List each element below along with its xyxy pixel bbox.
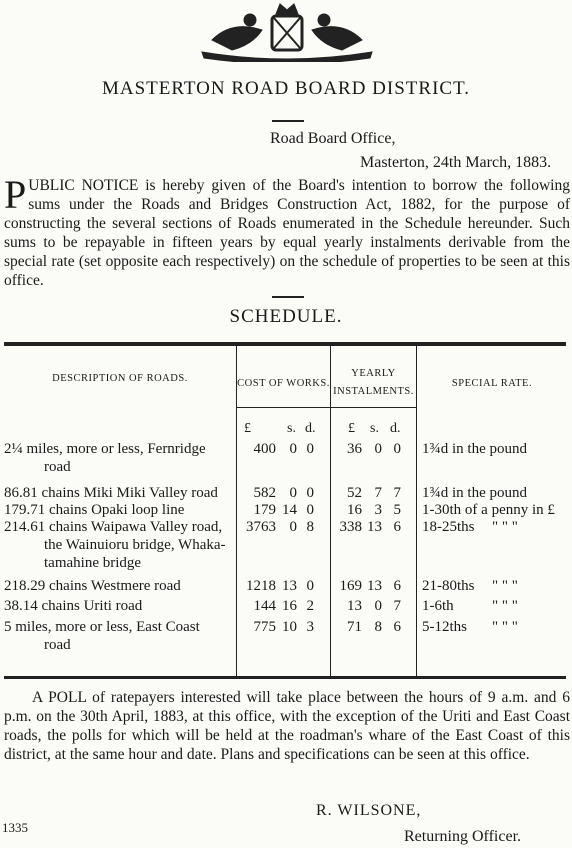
amount-cost-d: 2 — [306, 598, 314, 614]
amount-inst-s: 0 — [374, 441, 382, 457]
ditto-marks: " " " — [492, 619, 518, 635]
road-description-cont: road — [44, 459, 71, 475]
signatory-name: R. WILSONE, — [316, 802, 422, 819]
road-description: 2¼ miles, more or less, Fernridge — [4, 441, 206, 457]
amount-cost-d: 0 — [306, 578, 314, 594]
unit-pence: d. — [305, 421, 316, 436]
special-rate: 1¾d in the pound — [422, 441, 527, 457]
special-rate: 18-25ths — [422, 519, 475, 535]
unit-shillings: s. — [287, 421, 296, 436]
amount-cost-l: 775 — [253, 619, 276, 635]
road-description: 86.81 chains Miki Miki Valley road — [4, 485, 218, 501]
amount-cost-d: 0 — [306, 441, 314, 457]
header-cost: COST OF WORKS. — [237, 378, 330, 389]
amount-inst-l: 169 — [339, 578, 362, 594]
amount-inst-s: 7 — [374, 485, 382, 501]
special-rate: 1-6th — [422, 598, 454, 614]
road-description-cont: tamahine bridge — [44, 555, 142, 571]
public-notice-body — [4, 172, 570, 290]
special-rate: 1-30th of a penny in £ — [422, 502, 555, 518]
amount-inst-d: 6 — [393, 519, 401, 535]
amount-inst-d: 0 — [393, 441, 401, 457]
schedule-title: SCHEDULE. — [229, 306, 343, 327]
amount-inst-s: 13 — [367, 578, 382, 594]
ditto-marks: " " " — [492, 578, 518, 594]
table-bottom-rule — [4, 676, 566, 679]
unit-shillings: s. — [370, 421, 379, 436]
amount-cost-s: 0 — [289, 519, 297, 535]
amount-inst-s: 3 — [374, 502, 382, 518]
amount-inst-l: 71 — [347, 619, 362, 635]
amount-cost-l: 1218 — [246, 578, 276, 594]
header-description: DESCRIPTION OF ROADS. — [52, 373, 188, 384]
header-special-rate: SPECIAL RATE. — [451, 378, 533, 389]
amount-inst-l: 16 — [347, 502, 362, 518]
amount-inst-s: 8 — [374, 619, 382, 635]
amount-inst-d: 5 — [393, 502, 401, 518]
amount-cost-d: 3 — [306, 619, 314, 635]
notice-text: UBLIC NOTICE is hereby given of the Board's intention to borrow the following sums under the Roads and Bridges Construction Act, 1882, for the purpose of constructing the several sections of Roads enumerated in the Schedule hereunder. Such sums to be repayable in fifteen years by equal yearly instalments derivable from the special rate (set opposite each respectively) on the schedule of properties to be seen at this office. — [4, 177, 570, 289]
amount-cost-d: 8 — [306, 519, 314, 535]
amount-cost-l: 179 — [253, 502, 276, 518]
road-description: 214.61 chains Waipawa Valley road, — [4, 519, 223, 535]
road-description: 218.29 chains Westmere road — [4, 578, 181, 594]
ditto-marks: " " " — [492, 598, 518, 614]
amount-cost-s: 13 — [282, 578, 297, 594]
date-line: Masterton, 24th March, 1883. — [360, 154, 552, 171]
unit-pence: d. — [390, 421, 401, 436]
amount-inst-l: 13 — [347, 598, 362, 614]
amount-inst-l: 338 — [339, 519, 362, 535]
amount-cost-l: 400 — [253, 441, 276, 457]
amount-cost-l: 3763 — [246, 519, 276, 535]
amount-cost-d: 0 — [306, 502, 314, 518]
unit-pounds: £ — [244, 421, 251, 436]
amount-cost-s: 14 — [282, 502, 297, 518]
reference-number: 1335 — [2, 820, 28, 835]
amount-cost-l: 582 — [253, 485, 276, 501]
special-rate: 21-80ths — [422, 578, 475, 594]
amount-inst-s: 0 — [374, 598, 382, 614]
special-rate: 1¾d in the pound — [422, 485, 527, 501]
drop-cap: P — [4, 172, 27, 217]
amount-inst-d: 7 — [393, 598, 401, 614]
amount-inst-d: 6 — [393, 578, 401, 594]
header-instalments: INSTALMENTS. — [333, 386, 414, 397]
amount-cost-s: 10 — [282, 619, 297, 635]
road-description: 179.71 chains Opaki loop line — [4, 502, 185, 518]
office-line: Road Board Office, — [270, 130, 396, 147]
road-description: 38.14 chains Uriti road — [4, 598, 143, 614]
royal-coat-of-arms-icon — [192, 0, 382, 62]
ditto-marks: " " " — [492, 519, 518, 535]
signatory-role: Returning Officer. — [404, 828, 522, 845]
column-divider — [416, 346, 417, 678]
special-rate: 5-12ths — [422, 619, 467, 635]
amount-cost-s: 0 — [289, 485, 297, 501]
road-description: 5 miles, more or less, East Coast — [4, 619, 200, 635]
amount-cost-s: 16 — [282, 598, 297, 614]
amount-cost-l: 144 — [253, 598, 276, 614]
amount-inst-d: 7 — [393, 485, 401, 501]
unit-pounds: £ — [348, 421, 355, 436]
table-top-rule-inner — [4, 345, 566, 346]
poll-notice: A POLL of ratepayers interested will take place between the hours of 9 a.m. and 6 p.m. on the 30th April, 1883, at this office, with the exception of the Uriti and East Coast roads, the polls for which will be held at the roadman's whare of the East Coast of this district, at the same hour and date. Plans and specifications can be seen at this office. — [4, 689, 570, 763]
amount-inst-l: 52 — [347, 485, 362, 501]
road-description-cont: the Wainuioru bridge, Whaka- — [44, 537, 226, 553]
road-description-cont: road — [44, 637, 71, 653]
notice-title: MASTERTON ROAD BOARD DISTRICT. — [101, 78, 471, 99]
column-divider — [236, 346, 237, 678]
amount-inst-d: 6 — [393, 619, 401, 635]
title-divider — [272, 120, 304, 122]
amount-inst-l: 36 — [347, 441, 362, 457]
schedule-divider — [272, 296, 304, 298]
header-yearly: YEARLY — [351, 368, 396, 379]
amount-inst-s: 13 — [367, 519, 382, 535]
amount-cost-s: 0 — [289, 441, 297, 457]
header-underline — [236, 407, 416, 408]
amount-cost-d: 0 — [306, 485, 314, 501]
